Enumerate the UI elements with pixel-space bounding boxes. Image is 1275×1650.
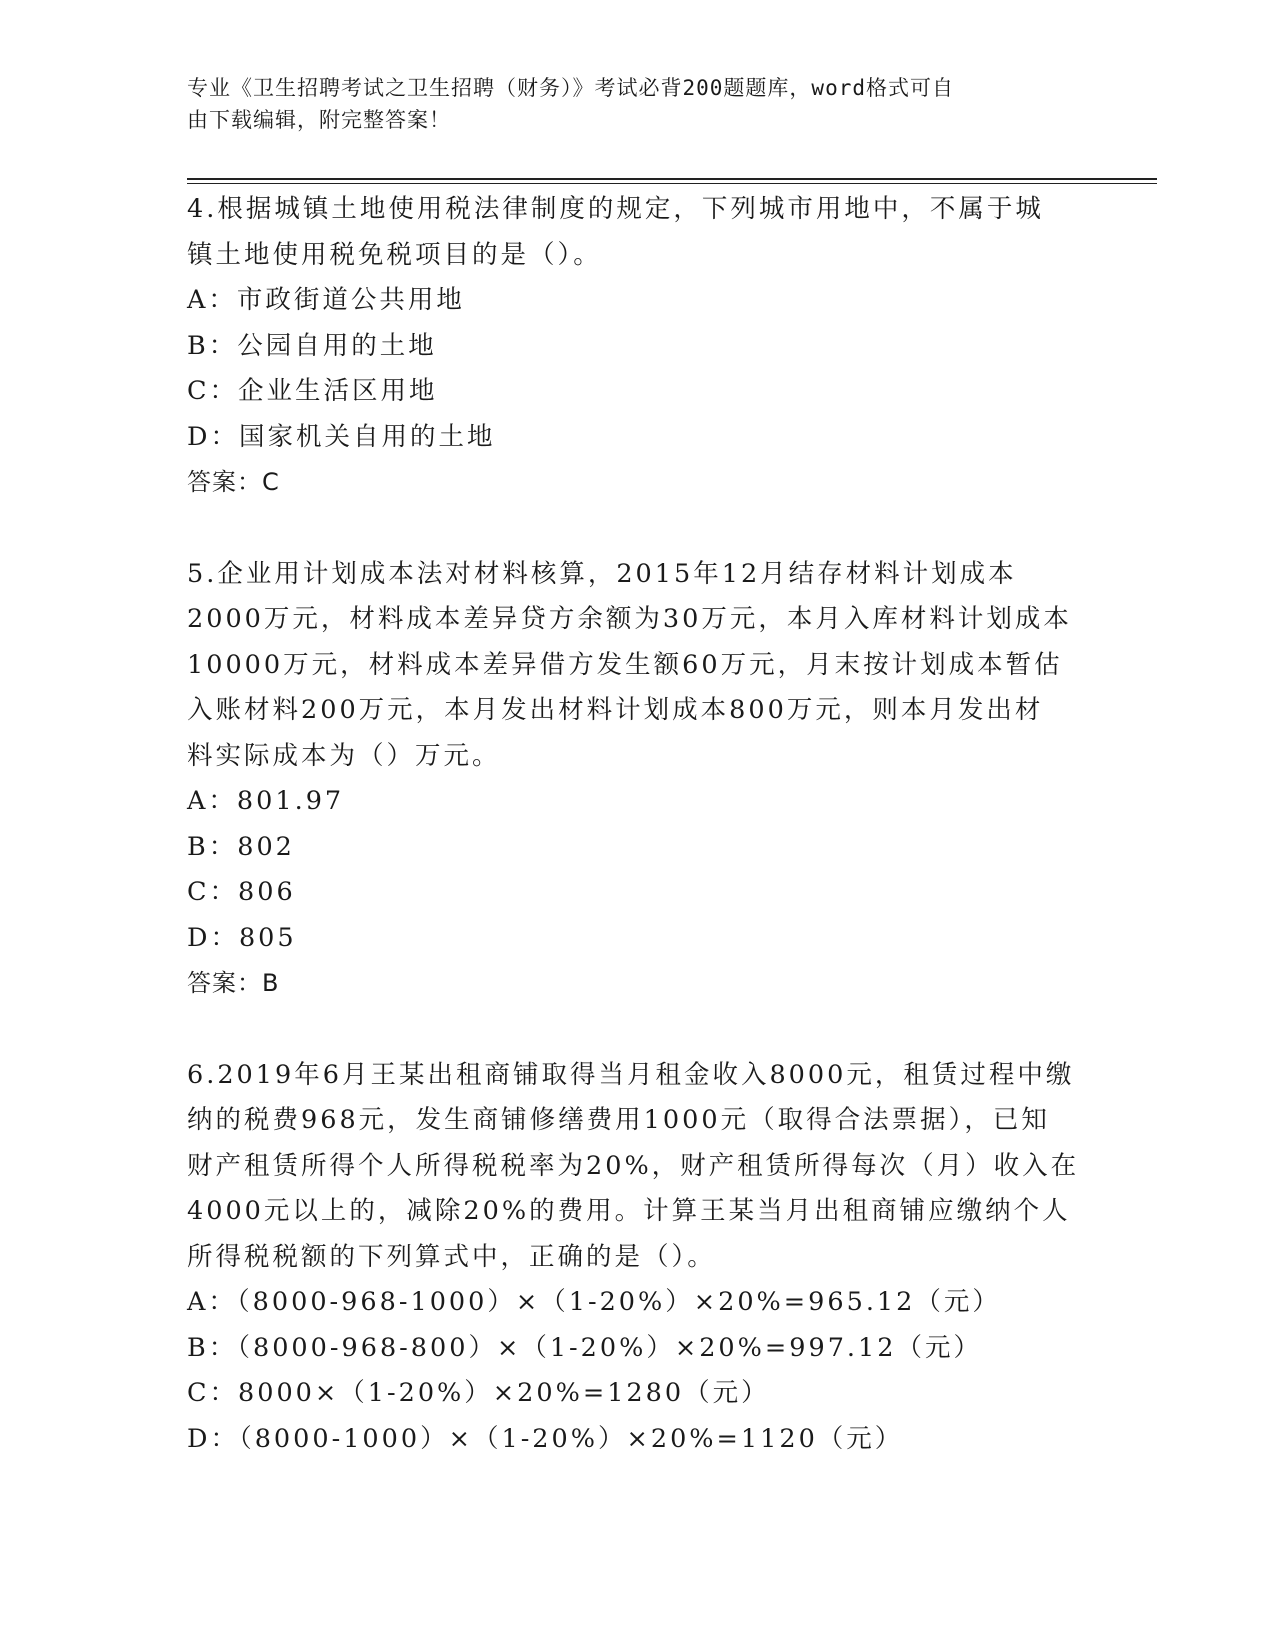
- header-line-2: 由下载编辑，附完整答案！: [187, 108, 451, 132]
- option-a: A：801.97: [187, 786, 345, 816]
- option-c: C：8000×（1-20%）×20%=1280（元）: [187, 1378, 770, 1408]
- question-stem-line: 5.企业用计划成本法对材料核算，2015年12月结存材料计划成本: [187, 558, 1017, 589]
- question-5: [187, 552, 1087, 1007]
- option-b: B：公园自用的土地: [187, 330, 437, 361]
- question-stem-line: 财产租赁所得个人所得税税率为20%，财产租赁所得每次（月）收入在: [187, 1150, 1080, 1181]
- option-c: C：806: [187, 877, 296, 907]
- option-a: A：（8000-968-1000）×（1-20%）×20%=965.12（元）: [187, 1287, 1001, 1317]
- question-stem-line: 入账材料200万元，本月发出材料计划成本800万元，则本月发出材: [187, 695, 1044, 725]
- header-divider-thin: [187, 183, 1157, 184]
- question-stem-line: 10000万元，材料成本差异借方发生额60万元，月末按计划成本暂估: [187, 649, 1063, 680]
- option-d: D：（8000-1000）×（1-20%）×20%=1120（元）: [187, 1423, 904, 1454]
- question-stem-line: 纳的税费968元，发生商铺修缮费用1000元（取得合法票据），已知: [187, 1105, 1050, 1135]
- option-d: D：805: [187, 922, 297, 953]
- option-b: B：（8000-968-800）×（1-20%）×20%=997.12（元）: [187, 1332, 982, 1363]
- question-stem-line: 镇土地使用税免税项目的是（）。: [187, 239, 602, 270]
- question-4: [187, 187, 1087, 506]
- question-list: [187, 187, 1087, 1462]
- option-d: D：国家机关自用的土地: [187, 421, 496, 452]
- option-b: B：802: [187, 831, 295, 862]
- question-spacer: [187, 506, 1087, 552]
- answer-text: 答案：C: [187, 468, 280, 496]
- question-stem-line: 4000元以上的，减除20%的费用。计算王某当月出租商铺应缴纳个人: [187, 1196, 1071, 1226]
- question-stem-line: 2000万元，材料成本差异贷方余额为30万元，本月入库材料计划成本: [187, 604, 1072, 634]
- option-c: C：企业生活区用地: [187, 376, 438, 406]
- question-stem-line: 料实际成本为（）万元。: [187, 740, 501, 771]
- document-header: [187, 72, 1067, 136]
- question-stem-line: 4.根据城镇土地使用税法律制度的规定，下列城市用地中，不属于城: [187, 194, 1044, 224]
- question-stem-line: 6.2019年6月王某出租商铺取得当月租金收入8000元，租赁过程中缴: [187, 1059, 1075, 1090]
- option-a: A：市政街道公共用地: [187, 285, 465, 315]
- question-stem-line: 所得税税额的下列算式中，正确的是（）。: [187, 1241, 716, 1272]
- header-line-1: 专业《卫生招聘考试之卫生招聘（财务）》考试必背200题题库，word格式可自: [187, 76, 954, 100]
- question-spacer: [187, 1007, 1087, 1053]
- header-divider-thick: [187, 178, 1157, 180]
- answer-text: 答案：B: [187, 969, 280, 997]
- question-6: [187, 1053, 1087, 1463]
